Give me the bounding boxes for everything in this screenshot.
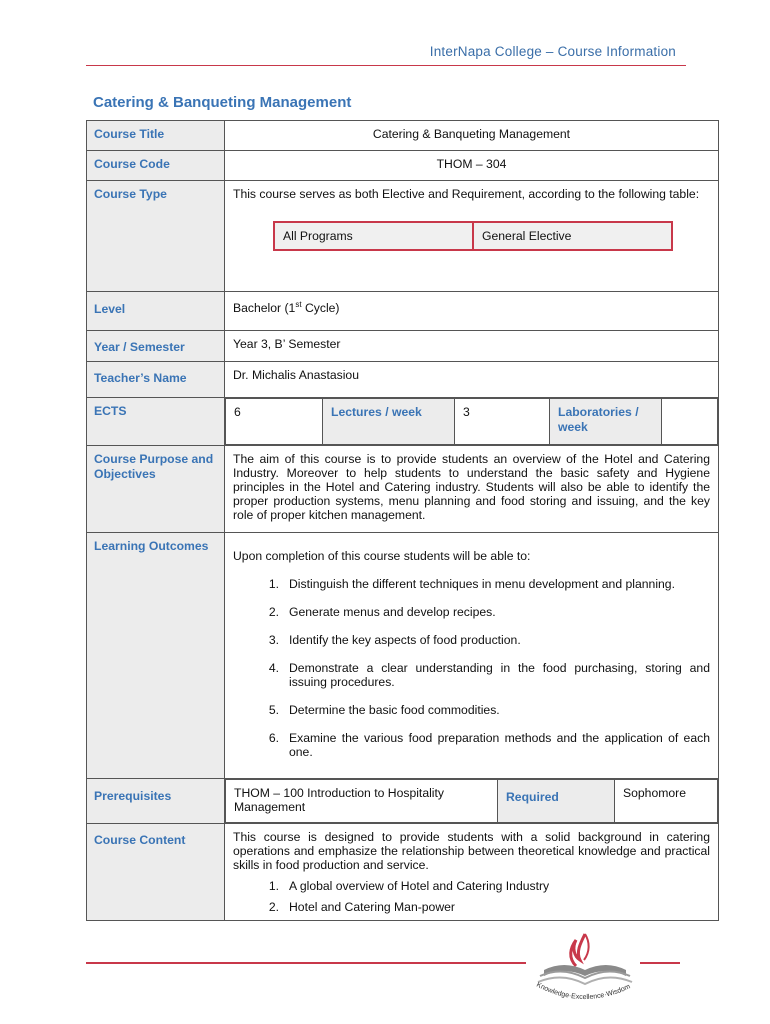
- course-info-table: [86, 120, 719, 921]
- elective-cell: General Elective: [474, 223, 671, 249]
- outcomes-list: [233, 577, 710, 759]
- list-item: 4. Demonstrate a clear understanding in the food purchasing, storing and issuing procedures.: [268, 661, 710, 689]
- list-item: 1. A global overview of Hotel and Catering Industry: [268, 879, 550, 893]
- outcomes-label: Learning Outcomes: [87, 533, 225, 779]
- labs-value: [662, 399, 718, 445]
- page-header: InterNapa College – Course Information: [429, 44, 676, 59]
- list-item: 3. Identify the key aspects of food production.: [268, 633, 521, 647]
- course-content-label: Course Content: [87, 824, 225, 921]
- prerequisites-label: Prerequisites: [87, 779, 225, 824]
- lectures-label: Lectures / week: [323, 399, 455, 445]
- list-item: 6. Examine the various food preparation methods and the application of each one.: [268, 731, 710, 759]
- footer-divider-right: [640, 962, 680, 964]
- outcomes-cell: [225, 533, 719, 779]
- course-code-label: Course Code: [87, 151, 225, 181]
- course-title-label: Course Title: [87, 121, 225, 151]
- course-type-cell: [225, 181, 719, 292]
- outcomes-intro: Upon completion of this course students will be able to:: [233, 549, 531, 563]
- svg-text:Knowledge·Excellence·Wisdom: Knowledge·Excellence·Wisdom: [535, 981, 632, 1002]
- course-content-list: [233, 879, 710, 914]
- lectures-value: 3: [455, 399, 550, 445]
- year-semester-label: Year / Semester: [87, 331, 225, 362]
- course-code-value: THOM – 304: [225, 151, 719, 181]
- footer-divider-left: [86, 962, 526, 964]
- page-title: Catering & Banqueting Management: [93, 94, 352, 111]
- course-type-label: Course Type: [87, 181, 225, 292]
- course-content-text: This course is designed to provide students with a solid background in catering operations and emphasize the relationship between theoretical knowledge and practical skills in food production and service.: [233, 830, 710, 872]
- prerequisites-value: THOM – 100 Introduction to Hospitality Management: [226, 780, 498, 823]
- college-logo: [530, 930, 640, 1002]
- list-item: 1. Distinguish the different techniques in menu development and planning.: [268, 577, 675, 591]
- course-type-text: This course serves as both Elective and Requirement, according to the following table:: [233, 187, 700, 201]
- teacher-label: Teacher’s Name: [87, 362, 225, 398]
- course-title-value: Catering & Banqueting Management: [225, 121, 719, 151]
- list-item: 2. Hotel and Catering Man-power: [268, 900, 455, 914]
- ects-label: ECTS: [87, 398, 225, 446]
- list-item: 5. Determine the basic food commodities.: [268, 703, 500, 717]
- programs-cell: All Programs: [275, 223, 474, 249]
- course-content-cell: [225, 824, 719, 921]
- labs-label: Laboratories / week: [550, 399, 662, 445]
- elective-table: [273, 221, 673, 251]
- year-semester-value: Year 3, B’ Semester: [225, 331, 719, 362]
- purpose-value: The aim of this course is to provide students an overview of the Hotel and Catering Industry. Moreover to help students to understand the basic safety and Hygiene principles in the Hotel and Catering industry. Students will also be able to identify the proper production systems, menu planning and food storing and issuing, and the key role of proper kitchen management.: [225, 446, 719, 533]
- required-value: Sophomore: [615, 780, 718, 823]
- purpose-label: Course Purpose and Objectives: [87, 446, 225, 533]
- level-value: Bachelor (1st Cycle): [225, 292, 719, 331]
- level-label: Level: [87, 292, 225, 331]
- ects-value: 6: [226, 399, 323, 445]
- prerequisites-cell: [225, 779, 719, 824]
- required-label: Required: [498, 780, 615, 823]
- teacher-value: Dr. Michalis Anastasiou: [225, 362, 719, 398]
- header-divider: [86, 65, 686, 66]
- list-item: 2. Generate menus and develop recipes.: [268, 605, 496, 619]
- ects-cell: [225, 398, 719, 446]
